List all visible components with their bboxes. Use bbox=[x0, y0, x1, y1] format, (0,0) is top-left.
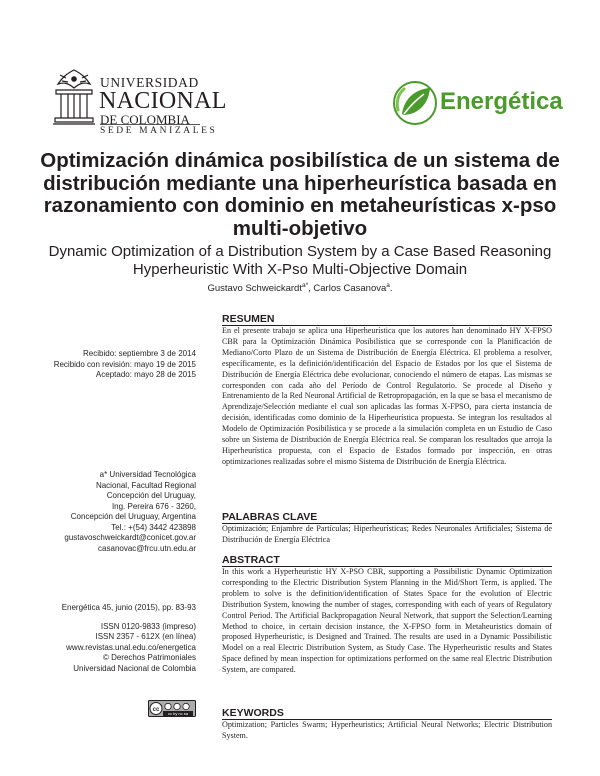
svg-text:cc: cc bbox=[152, 707, 160, 713]
journal-name: Energética bbox=[440, 88, 563, 115]
university-campus: SEDE MANIZALES bbox=[100, 126, 218, 136]
issn-print: ISSN 0120-9833 (impreso) bbox=[100, 621, 196, 631]
affiliation-line: a* Universidad Tecnológica bbox=[99, 470, 196, 479]
palabras-clave-heading: PALABRAS CLAVE bbox=[222, 511, 318, 523]
issn-online: ISSN 2357 - 612X (en línea) bbox=[95, 632, 196, 641]
keywords-text: Optimization; Particles Swarm; Hyperheuristics; Artificial Neural Networks; Electric Distribution System. bbox=[222, 720, 552, 740]
university-name-line1: UNIVERSIDAD bbox=[100, 75, 199, 90]
publication-info bbox=[40, 603, 196, 674]
university-name-line3: DE COLOMBIA bbox=[100, 112, 190, 127]
university-crest-icon bbox=[52, 66, 96, 128]
rights-institution: Universidad Nacional de Colombia bbox=[73, 663, 196, 673]
author-affiliation-mark: a bbox=[386, 282, 390, 289]
journal-logo bbox=[392, 80, 562, 130]
article-dates bbox=[40, 349, 196, 381]
university-logo bbox=[52, 64, 227, 136]
rights-notice: © Derechos Patrimoniales bbox=[102, 653, 196, 662]
author-affiliation-mark: a* bbox=[301, 282, 309, 289]
date-accepted: Aceptado: mayo 28 de 2015 bbox=[95, 370, 196, 379]
affiliation-phone: Tel.: +(54) 3442 423898 bbox=[111, 522, 196, 532]
date-received: Recibido: septiembre 3 de 2014 bbox=[83, 349, 196, 358]
university-name-line2: NACIONAL bbox=[99, 88, 227, 114]
resumen-heading: RESUMEN bbox=[222, 313, 275, 325]
journal-url[interactable]: www.revistas.unal.edu.co/energetica bbox=[66, 642, 196, 652]
authors bbox=[30, 282, 570, 294]
abstract-text: In this work a Hyperheuristic HY X-PSO CBR, supporting a Possibilistic Dynamic Optimization corresponding to the Electric Distribution System Planning in the Mid/Short Term, is applied. The problem to solve is the definition/identification of States Space for the evolution of Electric Distribution System, knowing the number of stages, corresponding with each of years of Regulatory Control Period. The Artificial Backpropagation Neural Network, that support the Selection/Learning Method to choice, in certain decision instance, the X-FPSO form in Metaheuristics domain of proposed Hyperheuristic, is Designed and Trained. The results are used in a Dynamic Possibilistic Model on a real Electric Distribution System, as Study Case. The Hyperheuristic results and States Space defined by mean inspection for optimizations performed on the same real Electric Distribution System, are compared. bbox=[222, 567, 552, 675]
affiliation-email[interactable]: gustavoschweickardt@conicet.gov.ar bbox=[64, 533, 196, 542]
title-spanish: Optimización dinámica posibilística de un sistema de distribución mediante una hiperheurística basada en razonamiento con dominio en metaheurísticas x-pso multi-objetivo bbox=[40, 149, 560, 240]
title-english: Dynamic Optimization of a Distribution System by a Case Based Reasoning Hyperheuristic With X-Pso Multi-Objective Domain bbox=[48, 243, 552, 278]
abstract-heading: ABSTRACT bbox=[222, 554, 280, 566]
author-end: . bbox=[389, 283, 393, 295]
affiliation-line: Ing. Pereira 676 - 3260, bbox=[111, 501, 196, 511]
author-separator: , bbox=[308, 283, 314, 295]
affiliation-email[interactable]: casanovac@frcu.utn.edu.ar bbox=[98, 543, 196, 553]
resumen-text: En el presente trabajo se aplica una Hiperheurística que los autores han denominado HY X-FPSO CBR para la Optimización Dinámica Posibilística que se corresponde con la Planificación de Mediano/Corto Plazo de un Sistema de Distribución de Energía Eléctrica. El problema a resolver, específicamente, es la definición/identificación del Espacio de Estados por los que el Sistema de Distribución de Energía Eléctrica debe evolucionar, conociendo el número de etapas. Las mismas se corresponden con cada año del Período de Control Regulatorio. Se procede al Diseño y Entrenamiento de la Red Neuronal Artificial de Retropropagación, en la que se basa el mecanismo de Aprendizaje/Selección mediante el cual son aplicadas las formas X-FPSO, para cierta instancia de decisión, identificadas como dominio de la Hiperheurística propuesta. Se integran los resultados al Modelo de Optimización Posibilística y se procede a la simulación completa en un Estudio de Caso sobre un Sistema de Distribución de Energía Eléctrica real. Se comparan los resultados que arroja la Hiperheurística propuesta, con el Espacio de Estados formado por inspección, en otras optimizaciones realizadas sobre el mismo Sistema de Distribución de Energía Eléctrica. bbox=[222, 326, 552, 466]
palabras-clave-text: Optimización; Enjambre de Partículas; Hiperheurísticas; Redes Neuronales Artificiales; Sistema de Distribución de Energía Eléctrica bbox=[222, 524, 552, 544]
affiliation-line: Concepción del Uruguay, bbox=[106, 491, 196, 500]
date-revised: Recibido con revisión: mayo 19 de 2015 bbox=[53, 359, 196, 369]
creative-commons-license-icon[interactable] bbox=[148, 700, 196, 717]
author-name: Gustavo Schweickardt bbox=[207, 283, 302, 295]
citation: Energética 45, junio (2015), pp. 83-93 bbox=[61, 603, 196, 612]
author-affiliation bbox=[40, 470, 196, 554]
affiliation-line: Nacional, Facultad Regional bbox=[95, 480, 196, 490]
author-name: Carlos Casanova bbox=[313, 283, 387, 295]
license-badge-text: cc by nc sa bbox=[167, 711, 189, 717]
keywords-heading: KEYWORDS bbox=[222, 707, 284, 719]
energetica-leaf-icon bbox=[392, 80, 438, 126]
affiliation-line: Concepción del Uruguay, Argentina bbox=[70, 512, 196, 521]
